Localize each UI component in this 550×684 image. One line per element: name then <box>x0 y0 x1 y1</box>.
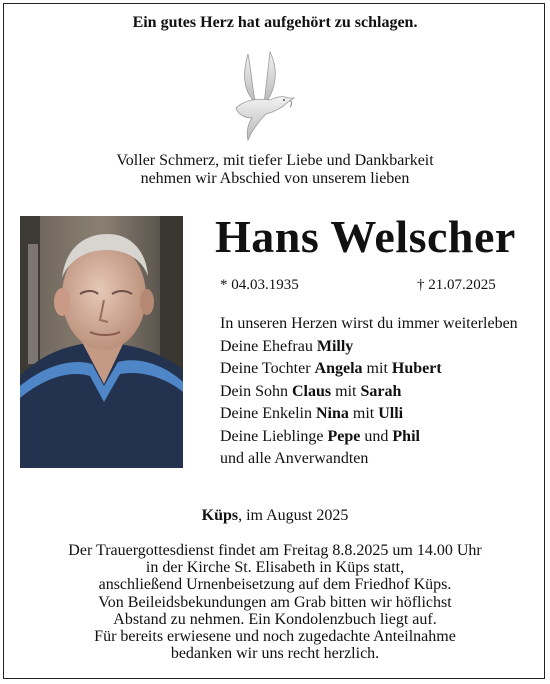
notice-line: Abstand zu nehmen. Ein Kondolenzbuch liegt auf. <box>113 610 437 628</box>
mourners-motto: In unseren Herzen wirst du immer weiterleben <box>220 315 518 332</box>
mourner-pets: Deine Lieblinge Pepe und Phil <box>220 427 420 445</box>
notice-line: bedanken wir uns recht herzlich. <box>170 645 380 663</box>
funeral-notice <box>0 542 550 662</box>
notice-line: anschließend Urnenbeisetzung auf dem Friedhof Küps. <box>98 576 452 594</box>
notice-line: Für bereits erwiesene und noch zugedachte Anteilnahme <box>94 628 456 646</box>
mourner-son: Dein Sohn Claus mit Sarah <box>220 382 402 400</box>
mourner-daughter: Deine Tochter Angela mit Hubert <box>220 360 442 377</box>
mourners-list <box>220 313 518 471</box>
dove-icon <box>226 50 300 142</box>
notice-line: Der Trauergottesdienst findet am Freitag 8.8.2025 um 14.00 Uhr <box>68 542 482 559</box>
intro-text <box>0 152 550 188</box>
notice-line: Von Beileidsbekundungen am Grab bitten wir höflichst <box>98 593 452 611</box>
mourners-closing: und alle Anverwandten <box>220 450 369 467</box>
headline: Ein gutes Herz hat aufgehört zu schlagen. <box>132 14 418 31</box>
notice-line: in der Kirche St. Elisabeth in Küps statt, <box>145 559 405 577</box>
intro-line: nehmen wir Abschied von unserem lieben <box>140 170 410 187</box>
mourner-grandchildren: Deine Enkelin Nina mit Ulli <box>220 405 404 422</box>
death-date: † 21.07.2025 <box>417 277 496 293</box>
intro-line: Voller Schmerz, mit tiefer Liebe und Dankbarkeit <box>116 152 434 169</box>
mourner-wife: Deine Ehefrau Milly <box>220 337 354 355</box>
place-date: Küps, im August 2025 <box>201 507 349 524</box>
portrait-photo <box>20 216 183 468</box>
birth-date: * 04.03.1935 <box>220 277 299 293</box>
deceased-name: Hans Welscher <box>215 211 516 262</box>
